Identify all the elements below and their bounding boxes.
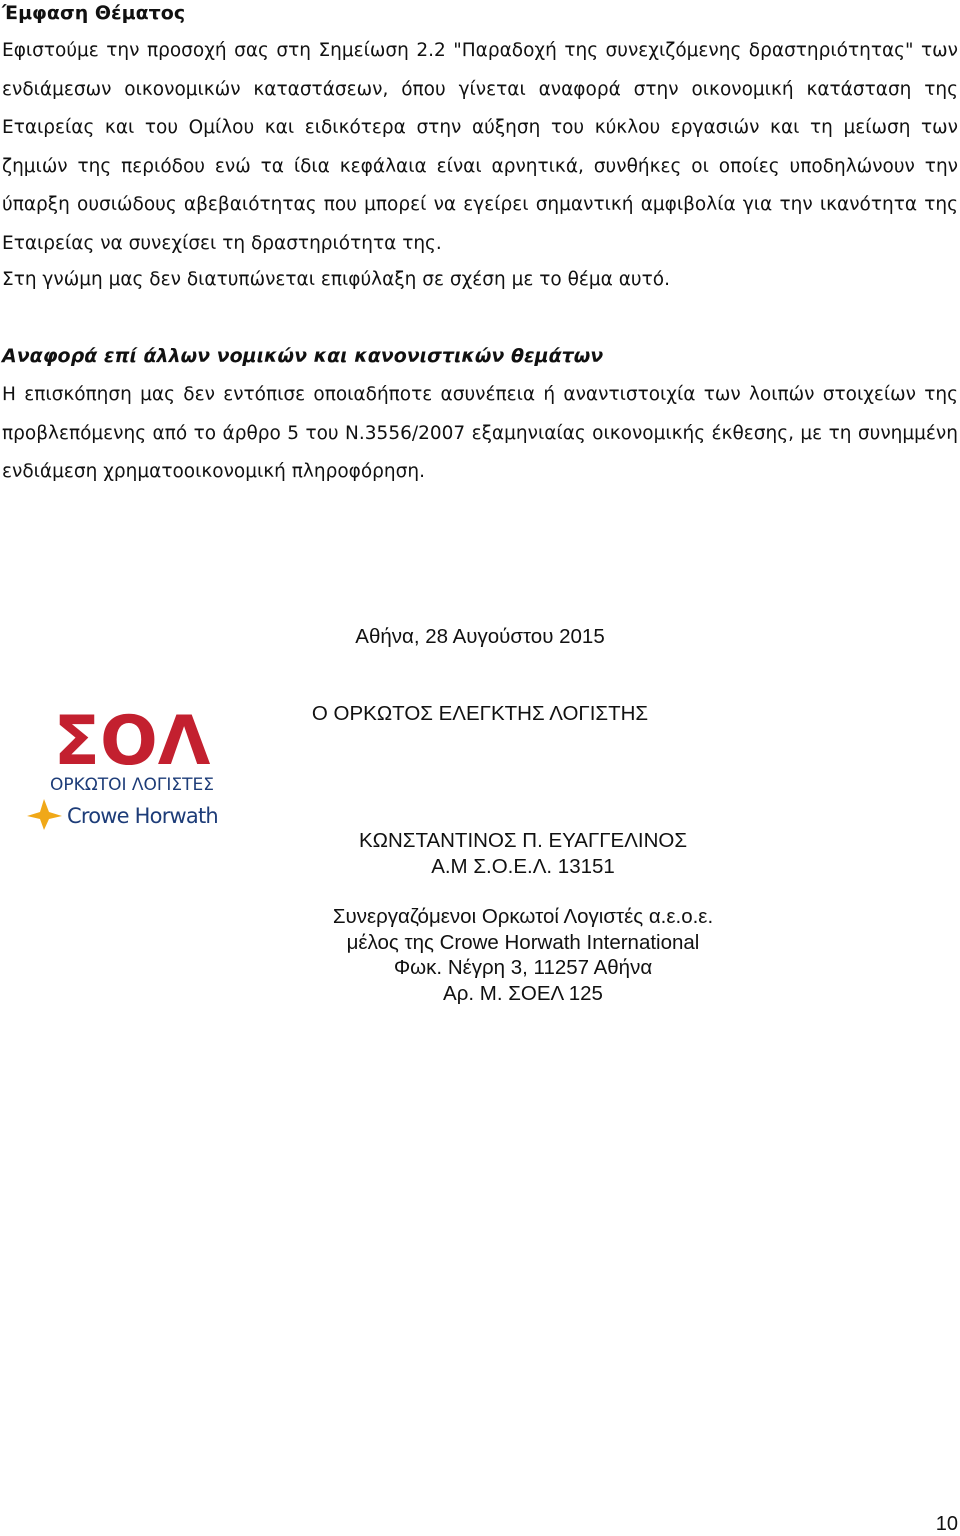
emphasis-paragraph: Εφιστούμε την προσοχή σας στη Σημείωση 2.2 "Παραδοχή της συνεχιζόμενης δραστηριότητας" των ενδιάμεσων οικονομικών καταστάσεων, όπου γίνεται αναφορά στην οικονομική κατάσταση της Εταιρείας και του Ομίλου και ειδικότερα στην αύξηση του κύκλου εργασιών και τη μείωση των ζημιών της περιόδου ενώ τα ίδια κεφάλαια είναι αρνητικά, συνθήκες οι οποίες υποδηλώνουν την ύπαρξη ουσιώδους αβεβαιότητας που μπορεί να εγείρει σημαντική αμφιβολία για την ικανότητα της Εταιρείας να συνεχίσει τη δραστηριότητα της. — [2, 40, 958, 254]
signatory-name: ΚΩΝΣΤΑΝΤΙΝΟΣ Π. ΕΥΑΓΓΕΛΙΝΟΣ — [358, 829, 688, 852]
firm-membership: μέλος της Crowe Horwath International — [346, 930, 700, 954]
firm-address: Φωκ. Νέγρη 3, 11257 Αθήνα — [393, 956, 653, 979]
place-date: Αθήνα, 28 Αυγούστου 2015 — [355, 625, 605, 648]
emphasis-opinion: Στη γνώμη μας δεν διατυπώνεται επιφύλαξη σε σχέση με το θέμα αυτό. — [2, 269, 670, 290]
firm-registry: Αρ. Μ. ΣΟΕΛ 125 — [443, 981, 603, 1005]
page-number: 10 — [935, 1513, 958, 1535]
auditor-title: Ο ΟΡΚΩΤΟΣ ΕΛΕΓΚΤΗΣ ΛΟΓΙΣΤΗΣ — [311, 702, 649, 725]
logo-subtitle: ΟΡΚΩΤΟΙ ΛΟΓΙΣΤΕΣ — [49, 775, 215, 795]
emphasis-heading: Έμφαση Θέματος — [2, 2, 186, 24]
signatory-registry: Α.Μ Σ.Ο.Ε.Λ. 13151 — [431, 854, 615, 878]
sol-crowe-logo — [22, 706, 244, 832]
legal-heading: Αναφορά επί άλλων νομικών και κανονιστικών θεμάτων — [2, 345, 604, 367]
firm-logo — [22, 706, 244, 832]
signatory-block — [0, 828, 960, 879]
logo-main-text: ΣΟΛ — [53, 706, 211, 781]
crowe-star-icon — [27, 799, 62, 830]
firm-block — [0, 904, 960, 1006]
logo-brand: Crowe Horwath — [67, 804, 218, 828]
legal-paragraph: Η επισκόπηση μας δεν εντόπισε οποιαδήποτε ασυνέπεια ή αναντιστοιχία των λοιπών στοιχείων της προβλεπόμενης από το άρθρο 5 του Ν.3556/2007 εξαμηνιαίας οικονομικής έκθεσης, με τη συνημμένη ενδιάμεση χρηματοοικονομική πληροφόρηση. — [2, 384, 958, 482]
firm-name: Συνεργαζόμενοι Ορκωτοί Λογιστές α.ε.ο.ε. — [332, 905, 714, 928]
